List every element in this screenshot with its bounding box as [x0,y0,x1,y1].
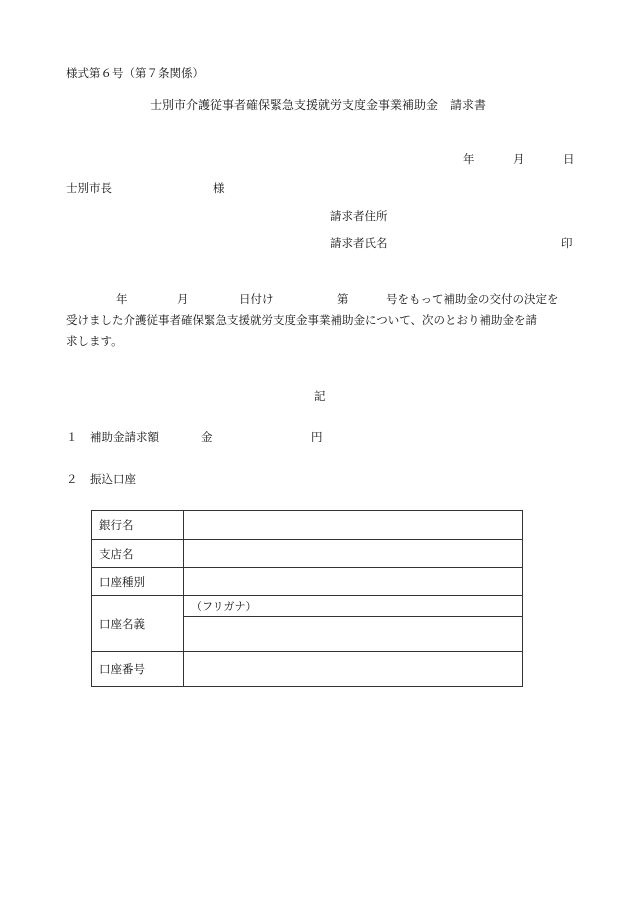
item1-number: １ [66,430,78,444]
bank-name-field[interactable] [184,511,523,540]
item1-kin: 金 [201,430,213,444]
branch-label: 支店名 [92,540,184,568]
claimant-address-label: 請求者住所 [330,209,388,223]
date-day: 日 [563,152,575,166]
table-row [92,596,523,617]
seal-mark: 印 [561,236,573,250]
body-line3: 求します。 [66,334,123,348]
date-month: 月 [513,152,525,166]
document-title: 士別市介護従事者確保緊急支援就労支度金事業補助金 請求書 [150,98,487,112]
item2-label: 振込口座 [90,472,136,486]
ki-heading: 記 [314,389,326,403]
table-row [92,540,523,568]
account-holder-label: 口座名義 [92,596,184,652]
body-year: 年 [116,292,128,306]
table-row [92,652,523,687]
claimant-name-label: 請求者氏名 [330,236,388,250]
account-type-field[interactable] [184,568,523,596]
addressee-name: 士別市長 [66,181,112,195]
account-type-label: 口座種別 [92,568,184,596]
body-month: 月 [177,292,189,306]
body-line2: 受けました介護従事者確保緊急支援就労支度金事業補助金について、次のとおり補助金を請 [66,313,538,327]
addressee-honorific: 様 [213,181,225,195]
account-number-label: 口座番号 [92,652,184,687]
date-year: 年 [463,152,475,166]
account-holder-field[interactable] [184,617,523,652]
item1-yen: 円 [311,430,323,444]
item2-number: ２ [66,472,78,486]
form-number: 様式第６号（第７条関係） [66,66,204,80]
body-line1-rest: 号をもって補助金の交付の決定を [386,292,559,306]
table-row [92,568,523,596]
item1-label: 補助金請求額 [90,430,159,444]
table-row [92,511,523,540]
furigana-field[interactable]: （フリガナ） [184,596,523,617]
body-dated: 日付け [239,292,274,306]
branch-field[interactable] [184,540,523,568]
account-number-field[interactable] [184,652,523,687]
body-no-prefix: 第 [337,292,349,306]
bank-name-label: 銀行名 [92,511,184,540]
bank-account-table [91,510,523,687]
